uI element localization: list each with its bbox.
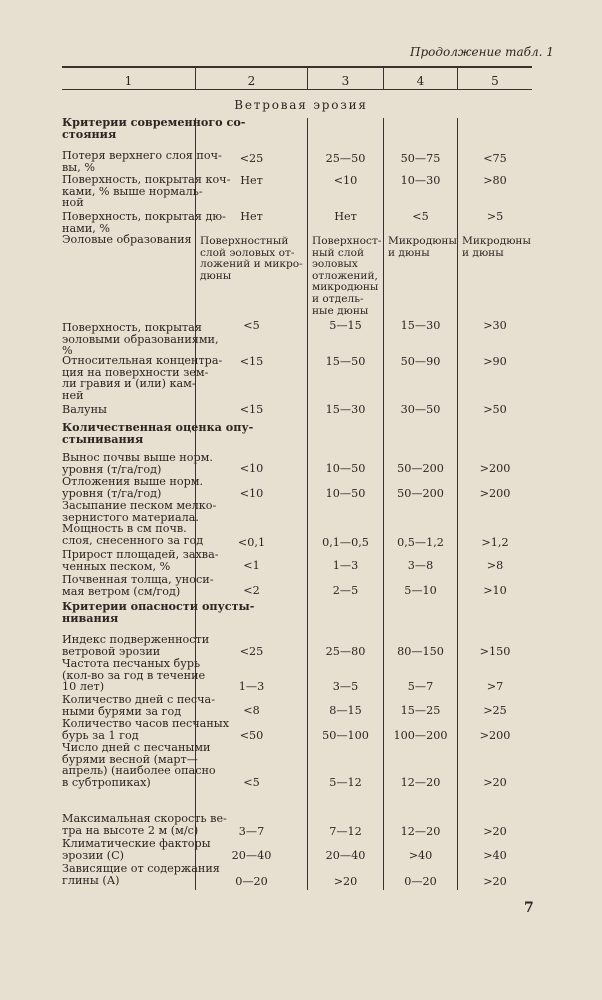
criterion-label: Климатические факторы эрозии (С) xyxy=(62,837,211,862)
table-cell-col2: <50 xyxy=(239,729,264,742)
criterion-label: Валуны xyxy=(62,403,107,416)
table-cell-col2: Поверхностный слой эоловых от- ложений и микро- дюны xyxy=(200,235,303,282)
column-divider-3-body xyxy=(383,118,384,890)
table-cell-col2: 3—7 xyxy=(238,825,265,838)
table-cell-col4: 5—10 xyxy=(404,584,437,597)
table-cell-col4: 0—20 xyxy=(404,875,437,888)
table-cell-col3: 25—50 xyxy=(325,152,366,165)
column-header-4: 4 xyxy=(416,74,425,88)
table-cell-col4: <5 xyxy=(412,210,429,223)
table-cell-col3: Нет xyxy=(334,210,357,223)
table-cell-col2: 0—20 xyxy=(235,875,268,888)
table-cell-col4: 80—150 xyxy=(397,645,444,658)
table-cell-col4: 5—7 xyxy=(407,680,434,693)
table-cell-col2: <5 xyxy=(243,319,260,332)
table-top-rule xyxy=(62,66,532,68)
table-cell-col3: 50—100 xyxy=(322,729,369,742)
table-cell-col4: 3—8 xyxy=(407,559,434,572)
table-cell-col5: >8 xyxy=(486,559,504,572)
table-cell-col4: 15—30 xyxy=(400,319,441,332)
table-cell-col2: 1—3 xyxy=(238,680,265,693)
column-divider-2-body xyxy=(307,118,308,890)
table-cell-col5: >200 xyxy=(479,487,511,500)
page-number: 7 xyxy=(524,900,534,916)
table-cell-col3: 10—50 xyxy=(325,487,366,500)
table-cell-col5: <75 xyxy=(483,152,507,165)
criterion-label: Количество дней с песча- ными бурями за год xyxy=(62,693,216,718)
table-cell-col4: 12—20 xyxy=(400,825,441,838)
table-cell-col4: 50—90 xyxy=(400,355,441,368)
table-cell-col4: 30—50 xyxy=(400,403,441,416)
table-cell-col4: Микродюны и дюны xyxy=(388,235,457,259)
table-cell-col3: 7—12 xyxy=(329,825,362,838)
table-cell-col5: >20 xyxy=(483,825,507,838)
table-cell-col5: >25 xyxy=(483,704,507,717)
criterion-label: Отложения выше норм. уровня (т/га/год) xyxy=(62,475,204,500)
table-cell-col5: >5 xyxy=(486,210,504,223)
table-cell-col5: Микродюны и дюны xyxy=(462,235,531,259)
column-header-2: 2 xyxy=(247,74,256,88)
table-cell-col4: 15—25 xyxy=(400,704,441,717)
table-cell-col4: >40 xyxy=(408,849,433,862)
criterion-label: Вынос почвы выше норм. уровня (т/га/год) xyxy=(62,451,213,476)
criterion-label: Относительная концентра- ция на поверхности зем- ли гравия и (или) кам- ней xyxy=(62,354,223,402)
table-cell-col2: <10 xyxy=(239,462,264,475)
table-cell-col2: Нет xyxy=(240,210,263,223)
table-cell-col3: 15—30 xyxy=(325,403,366,416)
criterion-label: Прирост площадей, захва- ченных песком, % xyxy=(62,548,219,573)
table-cell-col4: 50—200 xyxy=(397,487,444,500)
table-cell-col3: 1—3 xyxy=(332,559,359,572)
table-cell-col2: <25 xyxy=(239,645,264,658)
table-cell-col5: >80 xyxy=(483,174,507,187)
table-cell-col4: 100—200 xyxy=(393,729,448,742)
section-title: Ветровая эрозия xyxy=(234,98,368,112)
criterion-label: Количество часов песчаных бурь за 1 год xyxy=(62,717,230,742)
table-continuation-caption: Продолжение табл. 1 xyxy=(410,45,554,59)
header-bottom-rule xyxy=(62,89,532,90)
table-cell-col5: >7 xyxy=(486,680,504,693)
table-cell-col5: >40 xyxy=(483,849,507,862)
table-cell-col5: >150 xyxy=(479,645,511,658)
table-cell-col3: 25—80 xyxy=(325,645,366,658)
table-cell-col2: <15 xyxy=(239,355,264,368)
table-cell-col3: <10 xyxy=(333,174,358,187)
table-cell-col3: 5—15 xyxy=(329,319,362,332)
table-cell-col3: 0,1—0,5 xyxy=(322,536,369,549)
table-cell-col5: >10 xyxy=(483,584,507,597)
table-cell-col2: <5 xyxy=(243,776,260,789)
table-cell-col3: 5—12 xyxy=(329,776,362,789)
criterion-label: Индекс подверженности ветровой эрозии xyxy=(62,633,210,658)
column-header-3: 3 xyxy=(341,74,350,88)
table-cell-col3: 3—5 xyxy=(332,680,359,693)
table-cell-col4: 10—30 xyxy=(400,174,441,187)
table-cell-col2: <15 xyxy=(239,403,264,416)
table-cell-col2: <25 xyxy=(239,152,264,165)
table-cell-col5: >20 xyxy=(483,875,507,888)
column-header-5: 5 xyxy=(491,74,499,88)
criterion-label: Поверхность, покрытая дю- нами, % xyxy=(62,210,226,235)
table-cell-col4: 50—200 xyxy=(397,462,444,475)
table-cell-col2: <10 xyxy=(239,487,264,500)
table-cell-col3: Поверхност- ный слой эоловых отложений, микродюны и отдель- ные дюны xyxy=(312,235,382,317)
table-cell-col5: >90 xyxy=(483,355,507,368)
table-cell-col3: 2—5 xyxy=(332,584,359,597)
criterion-label: Число дней с песчаными бурями весной (март— апрель) (наиболее опасно в субтропиках) xyxy=(62,741,216,789)
table-cell-col2: <2 xyxy=(243,584,260,597)
table-cell-col2: Нет xyxy=(240,174,263,187)
table-cell-col5: >50 xyxy=(483,403,507,416)
table-cell-col3: 8—15 xyxy=(329,704,362,717)
criterion-label: Почвенная толща, уноси- мая ветром (см/год) xyxy=(62,573,214,598)
table-cell-col5: >1,2 xyxy=(481,536,509,549)
criterion-label: Максимальная скорость ве- тра на высоте 2 м (м/с) xyxy=(62,812,227,837)
column-divider-4-body xyxy=(457,118,458,890)
table-cell-col3: >20 xyxy=(333,875,358,888)
table-cell-col5: >30 xyxy=(483,319,507,332)
criterion-label: Поверхность, покрытая эоловыми образованиями, % xyxy=(62,321,219,358)
criterion-label: Частота песчаных бурь (кол-во за год в течение 10 лет) xyxy=(62,657,206,694)
criterion-label: Эоловые образования xyxy=(62,233,192,246)
section-heading: Критерии опасности опусты- нивания xyxy=(62,599,255,625)
table-cell-col5: >200 xyxy=(479,462,511,475)
criterion-label: Зависящие от содержания глины (А) xyxy=(62,862,220,887)
table-cell-col4: 50—75 xyxy=(400,152,441,165)
table-cell-col3: 10—50 xyxy=(325,462,366,475)
table-cell-col4: 12—20 xyxy=(400,776,441,789)
criterion-label: Поверхность, покрытая коч- ками, % выше нормаль- ной xyxy=(62,173,231,210)
table-cell-col4: 0,5—1,2 xyxy=(397,536,444,549)
criterion-label: Засыпание песком мелко- зернистого материала. Мощность в см почв. слоя, снесенного за год xyxy=(62,499,217,547)
table-cell-col5: >20 xyxy=(483,776,507,789)
criterion-label: Потеря верхнего слоя поч- вы, % xyxy=(62,149,222,174)
table-cell-col3: 15—50 xyxy=(325,355,366,368)
table-cell-col2: <8 xyxy=(243,704,260,717)
column-header-1: 1 xyxy=(124,74,133,88)
table-cell-col5: >200 xyxy=(479,729,511,742)
section-heading: Количественная оценка опу- стынивания xyxy=(62,420,254,446)
table-cell-col2: <0,1 xyxy=(237,536,266,549)
section-heading: Критерии современного со- стояния xyxy=(62,115,246,141)
table-cell-col2: 20—40 xyxy=(231,849,272,862)
table-cell-col2: <1 xyxy=(243,559,260,572)
table-cell-col3: 20—40 xyxy=(325,849,366,862)
